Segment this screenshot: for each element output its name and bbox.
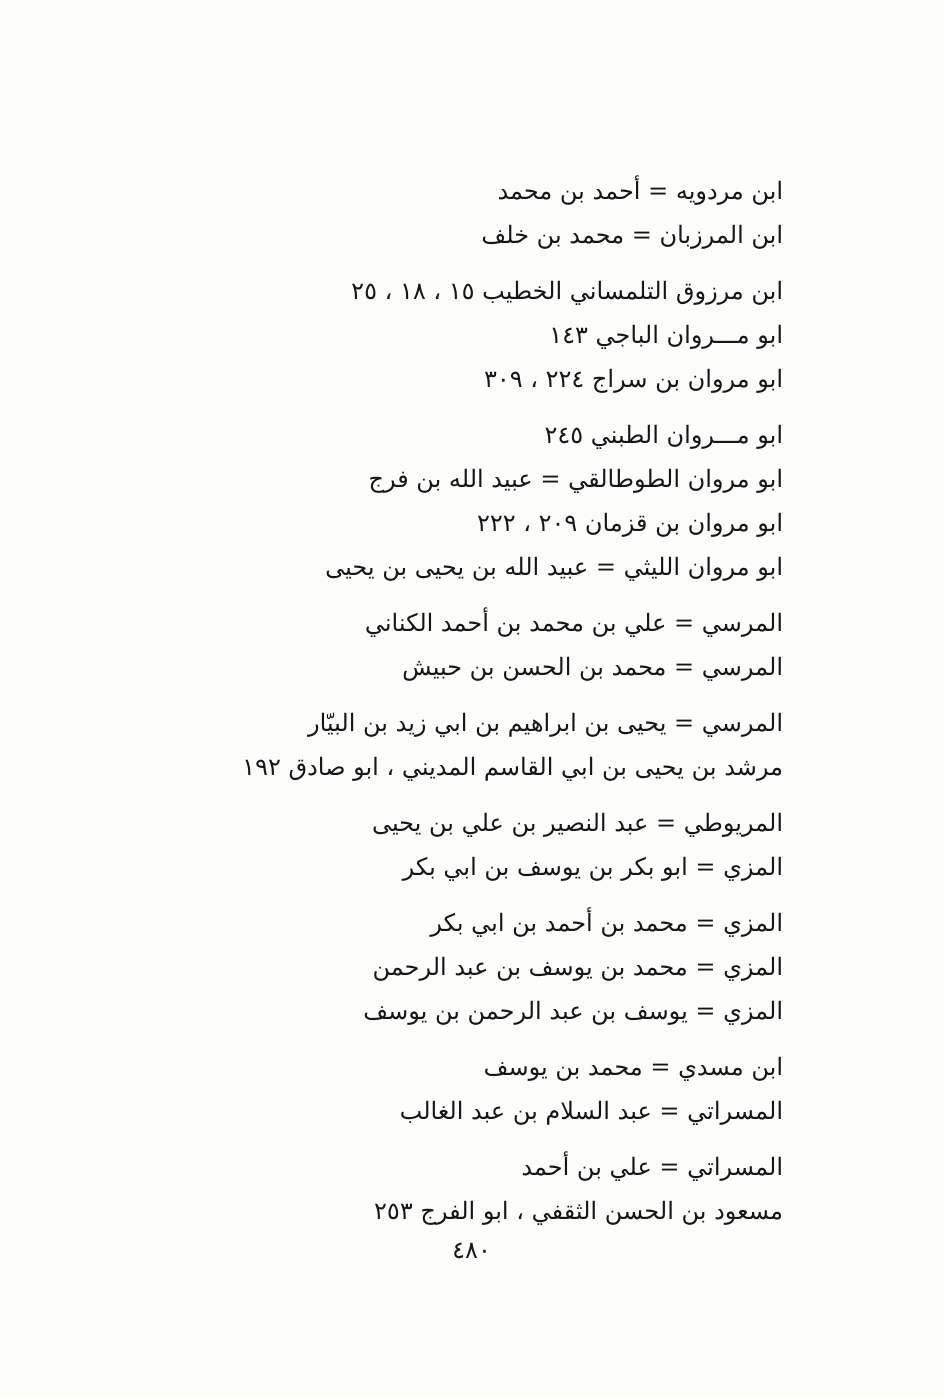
index-entry: ابن مسدي = محمد بن يوسف [483,1053,783,1082]
index-entry: ابو مـــروان الطبني ٢٤٥ [544,421,783,450]
index-entry: ابو مروان بن سراج ٢٢٤ ، ٣٠٩ [483,365,783,394]
index-entries [223,170,783,1234]
index-entry: ابو مروان الليثي = عبيد الله بن يحيى بن يحيى [325,553,783,582]
index-entry: المرسي = علي بن محمد بن أحمد الكناني [364,609,783,638]
index-entry: ابو مروان الطوطالقي = عبيد الله بن فرج [368,465,783,494]
index-entry: المزي = يوسف بن عبد الرحمن بن يوسف [363,997,783,1026]
index-entry: ابن مرزوق التلمساني الخطيب ١٥ ، ١٨ ، ٢٥ [351,277,783,306]
index-entry: المسراتي = علي بن أحمد [521,1153,783,1182]
index-entry: ابن المرزبان = محمد بن خلف [481,221,783,250]
index-entry: المسراتي = عبد السلام بن عبد الغالب [399,1097,783,1126]
index-entry: المرسي = محمد بن الحسن بن حبيش [402,653,783,682]
page-number: ٤٨٠ [452,1236,491,1264]
index-entry: ابو مروان بن قزمان ٢٠٩ ، ٢٢٢ [476,509,783,538]
index-entry: مرشد بن يحيى بن ابي القاسم المديني ، ابو صادق ١٩٢ [242,753,783,782]
index-entry: المرسي = يحيى بن ابراهيم بن ابي زيد بن البيّار [308,709,783,738]
index-entry: المزي = ابو بكر بن يوسف بن ابي بكر [402,853,783,882]
index-entry: المزي = محمد بن يوسف بن عبد الرحمن [372,953,783,982]
index-entry: المريوطي = عبد النصير بن علي بن يحيى [371,809,783,838]
index-entry: ابن مردويه = أحمد بن محمد [497,177,783,206]
index-entry: ابو مـــروان الباجي ١٤٣ [549,321,783,350]
index-entry: المزي = محمد بن أحمد بن ابي بكر [430,909,783,938]
index-entry: مسعود بن الحسن الثقفي ، ابو الفرج ٢٥٣ [374,1197,783,1226]
